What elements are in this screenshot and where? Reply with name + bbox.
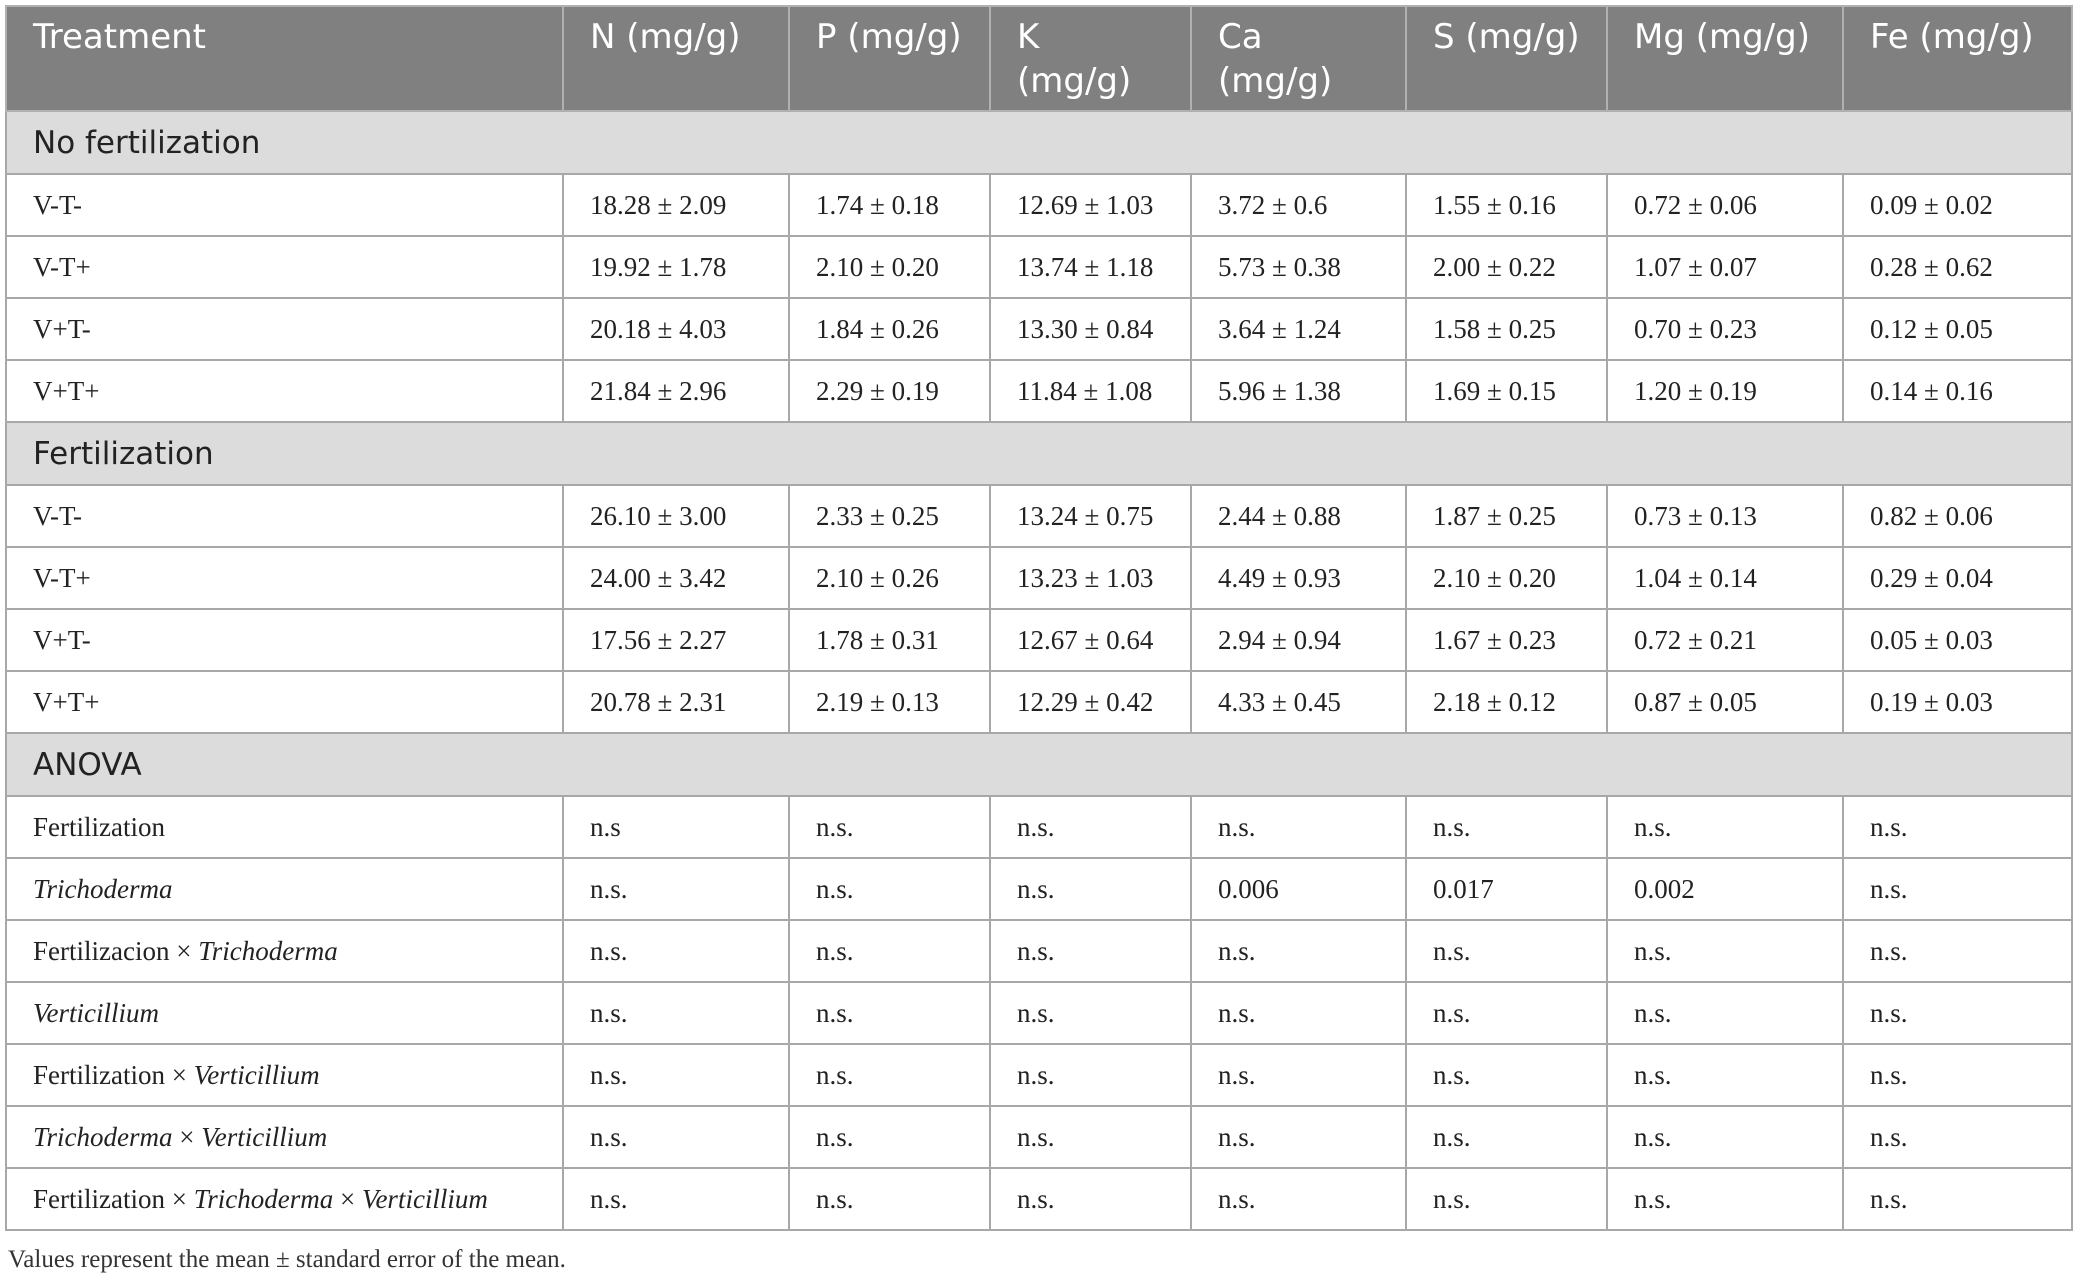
row-label: V-T-: [6, 174, 563, 236]
table-cell: n.s.: [1607, 1168, 1843, 1230]
table-cell: 0.72 ± 0.06: [1607, 174, 1843, 236]
table-cell: n.s.: [990, 982, 1191, 1044]
row-label-segment: Trichoderma: [198, 935, 338, 966]
table-cell: 0.28 ± 0.62: [1843, 236, 2072, 298]
row-label-segment: Verticillium: [201, 1121, 328, 1152]
row-label-segment: Trichoderma: [33, 873, 173, 904]
row-label: [6, 1044, 563, 1106]
nutrient-table: [5, 5, 2073, 1231]
header-row: [6, 6, 2072, 111]
table-cell: 3.64 ± 1.24: [1191, 298, 1406, 360]
table-cell: n.s.: [1607, 1106, 1843, 1168]
table-cell: n.s.: [1607, 796, 1843, 858]
table-cell: 4.33 ± 0.45: [1191, 671, 1406, 733]
table-cell: n.s.: [1843, 982, 2072, 1044]
table-cell: 1.87 ± 0.25: [1406, 485, 1607, 547]
table-cell: 2.94 ± 0.94: [1191, 609, 1406, 671]
table-cell: n.s.: [1406, 1168, 1607, 1230]
table-cell: 0.05 ± 0.03: [1843, 609, 2072, 671]
table-row: [6, 1044, 2072, 1106]
table-cell: n.s.: [1843, 1168, 2072, 1230]
header-ca: Ca (mg/g): [1191, 6, 1406, 111]
table-cell: n.s.: [789, 920, 990, 982]
table-cell: 0.19 ± 0.03: [1843, 671, 2072, 733]
table-cell: n.s.: [1406, 796, 1607, 858]
table-cell: 0.12 ± 0.05: [1843, 298, 2072, 360]
header-n: N (mg/g): [563, 6, 789, 111]
table-cell: 0.73 ± 0.13: [1607, 485, 1843, 547]
table-cell: n.s.: [1191, 920, 1406, 982]
table-cell: n.s.: [789, 1168, 990, 1230]
table-cell: 1.67 ± 0.23: [1406, 609, 1607, 671]
table-cell: 13.23 ± 1.03: [990, 547, 1191, 609]
table-cell: 1.78 ± 0.31: [789, 609, 990, 671]
table-cell: 11.84 ± 1.08: [990, 360, 1191, 422]
table-cell: n.s.: [990, 858, 1191, 920]
row-label-segment: Verticillium: [193, 1059, 320, 1090]
table-cell: 0.82 ± 0.06: [1843, 485, 2072, 547]
table-cell: 2.29 ± 0.19: [789, 360, 990, 422]
table-cell: 2.33 ± 0.25: [789, 485, 990, 547]
header-treatment: Treatment: [6, 6, 563, 111]
table-row: [6, 796, 2072, 858]
table-row: [6, 1106, 2072, 1168]
table-cell: 13.74 ± 1.18: [990, 236, 1191, 298]
table-cell: n.s.: [563, 982, 789, 1044]
header-s: S (mg/g): [1406, 6, 1607, 111]
table-cell: 0.002: [1607, 858, 1843, 920]
table-cell: 4.49 ± 0.93: [1191, 547, 1406, 609]
table-cell: 20.18 ± 4.03: [563, 298, 789, 360]
table-cell: 0.017: [1406, 858, 1607, 920]
table-cell: 12.67 ± 0.64: [990, 609, 1191, 671]
row-label: V-T+: [6, 547, 563, 609]
row-label-segment: Verticillium: [33, 997, 159, 1028]
table-cell: 1.04 ± 0.14: [1607, 547, 1843, 609]
table-row: [6, 547, 2072, 609]
table-cell: 21.84 ± 2.96: [563, 360, 789, 422]
table-cell: 5.73 ± 0.38: [1191, 236, 1406, 298]
table-cell: 0.70 ± 0.23: [1607, 298, 1843, 360]
row-label-segment: Trichoderma: [193, 1183, 334, 1214]
table-cell: n.s.: [990, 796, 1191, 858]
table-cell: 20.78 ± 2.31: [563, 671, 789, 733]
table-cell: n.s.: [1191, 1168, 1406, 1230]
table-cell: 13.24 ± 0.75: [990, 485, 1191, 547]
table-cell: n.s.: [1406, 920, 1607, 982]
table-row: [6, 360, 2072, 422]
table-cell: 0.14 ± 0.16: [1843, 360, 2072, 422]
table-cell: 1.69 ± 0.15: [1406, 360, 1607, 422]
table-cell: n.s.: [789, 858, 990, 920]
table-cell: n.s.: [563, 858, 789, 920]
header-k: K (mg/g): [990, 6, 1191, 111]
table-cell: n.s.: [990, 1106, 1191, 1168]
table-cell: 1.55 ± 0.16: [1406, 174, 1607, 236]
row-label: [6, 858, 563, 920]
row-label-segment: Fertilization ×: [33, 1183, 194, 1214]
table-body: [6, 111, 2072, 1230]
table-cell: 0.87 ± 0.05: [1607, 671, 1843, 733]
row-label: V+T+: [6, 360, 563, 422]
table-cell: 19.92 ± 1.78: [563, 236, 789, 298]
header-fe: Fe (mg/g): [1843, 6, 2072, 111]
row-label-segment: Fertilization: [33, 811, 165, 842]
row-label: [6, 982, 563, 1044]
table-cell: 0.006: [1191, 858, 1406, 920]
table-cell: n.s.: [990, 920, 1191, 982]
table-cell: 2.18 ± 0.12: [1406, 671, 1607, 733]
table-cell: n.s.: [563, 1168, 789, 1230]
table-cell: 1.84 ± 0.26: [789, 298, 990, 360]
table-cell: n.s.: [990, 1168, 1191, 1230]
row-label-segment: Trichoderma: [33, 1121, 173, 1152]
table-cell: 17.56 ± 2.27: [563, 609, 789, 671]
section-title: ANOVA: [6, 733, 2072, 796]
table-cell: n.s.: [1843, 858, 2072, 920]
table-cell: 13.30 ± 0.84: [990, 298, 1191, 360]
table-cell: n.s.: [563, 920, 789, 982]
row-label: V-T-: [6, 485, 563, 547]
table-row: [6, 982, 2072, 1044]
table-cell: n.s.: [1607, 982, 1843, 1044]
table-cell: n.s.: [563, 1106, 789, 1168]
row-label: [6, 796, 563, 858]
table-row: [6, 174, 2072, 236]
table-cell: 1.74 ± 0.18: [789, 174, 990, 236]
header-p: P (mg/g): [789, 6, 990, 111]
table-cell: 1.58 ± 0.25: [1406, 298, 1607, 360]
row-label: [6, 1106, 563, 1168]
table-cell: n.s.: [1191, 796, 1406, 858]
table-cell: n.s.: [563, 1044, 789, 1106]
table-cell: 12.69 ± 1.03: [990, 174, 1191, 236]
table-cell: 26.10 ± 3.00: [563, 485, 789, 547]
header-mg: Mg (mg/g): [1607, 6, 1843, 111]
table-row: [6, 298, 2072, 360]
row-label-segment: Fertilizacion ×: [33, 935, 199, 966]
table-row: [6, 671, 2072, 733]
table-cell: 2.44 ± 0.88: [1191, 485, 1406, 547]
table-cell: n.s.: [789, 1044, 990, 1106]
table-cell: 2.10 ± 0.20: [1406, 547, 1607, 609]
table-cell: 1.07 ± 0.07: [1607, 236, 1843, 298]
row-label-segment: Fertilization ×: [33, 1059, 194, 1090]
table-cell: n.s.: [1191, 982, 1406, 1044]
table-cell: 24.00 ± 3.42: [563, 547, 789, 609]
table-cell: n.s.: [990, 1044, 1191, 1106]
table-cell: 2.00 ± 0.22: [1406, 236, 1607, 298]
section-title: Fertilization: [6, 422, 2072, 485]
table-cell: n.s.: [1191, 1106, 1406, 1168]
table-cell: n.s.: [789, 796, 990, 858]
table-row: [6, 485, 2072, 547]
table-cell: n.s.: [1843, 1044, 2072, 1106]
table-cell: 0.09 ± 0.02: [1843, 174, 2072, 236]
table-cell: n.s.: [1191, 1044, 1406, 1106]
row-label: V+T+: [6, 671, 563, 733]
table-container: [5, 5, 2071, 1231]
table-cell: n.s.: [1607, 1044, 1843, 1106]
row-label-segment: ×: [172, 1121, 202, 1152]
table-cell: 0.72 ± 0.21: [1607, 609, 1843, 671]
row-label: V+T-: [6, 298, 563, 360]
table-footnote: Values represent the mean ± standard error of the mean.: [8, 1246, 566, 1273]
table-cell: 18.28 ± 2.09: [563, 174, 789, 236]
table-cell: n.s.: [1406, 1044, 1607, 1106]
table-cell: n.s.: [789, 982, 990, 1044]
row-label-segment: Verticillium: [361, 1183, 488, 1214]
row-label: [6, 1168, 563, 1230]
table-row: [6, 920, 2072, 982]
table-row: [6, 858, 2072, 920]
row-label: V-T+: [6, 236, 563, 298]
table-row: [6, 609, 2072, 671]
table-row: [6, 1168, 2072, 1230]
table-cell: 5.96 ± 1.38: [1191, 360, 1406, 422]
table-cell: 2.10 ± 0.20: [789, 236, 990, 298]
table-cell: n.s.: [1843, 1106, 2072, 1168]
section-row: [6, 111, 2072, 174]
section-title: No fertilization: [6, 111, 2072, 174]
table-cell: 0.29 ± 0.04: [1843, 547, 2072, 609]
table-cell: n.s: [563, 796, 789, 858]
row-label: [6, 920, 563, 982]
table-cell: 1.20 ± 0.19: [1607, 360, 1843, 422]
section-row: [6, 733, 2072, 796]
table-cell: n.s.: [1406, 1106, 1607, 1168]
row-label: V+T-: [6, 609, 563, 671]
table-cell: n.s.: [1607, 920, 1843, 982]
table-cell: n.s.: [1843, 920, 2072, 982]
table-cell: 2.10 ± 0.26: [789, 547, 990, 609]
section-row: [6, 422, 2072, 485]
table-cell: 2.19 ± 0.13: [789, 671, 990, 733]
table-cell: 12.29 ± 0.42: [990, 671, 1191, 733]
table-cell: n.s.: [789, 1106, 990, 1168]
row-label-segment: ×: [333, 1183, 362, 1214]
table-cell: n.s.: [1406, 982, 1607, 1044]
table-cell: 3.72 ± 0.6: [1191, 174, 1406, 236]
table-row: [6, 236, 2072, 298]
table-cell: n.s.: [1843, 796, 2072, 858]
